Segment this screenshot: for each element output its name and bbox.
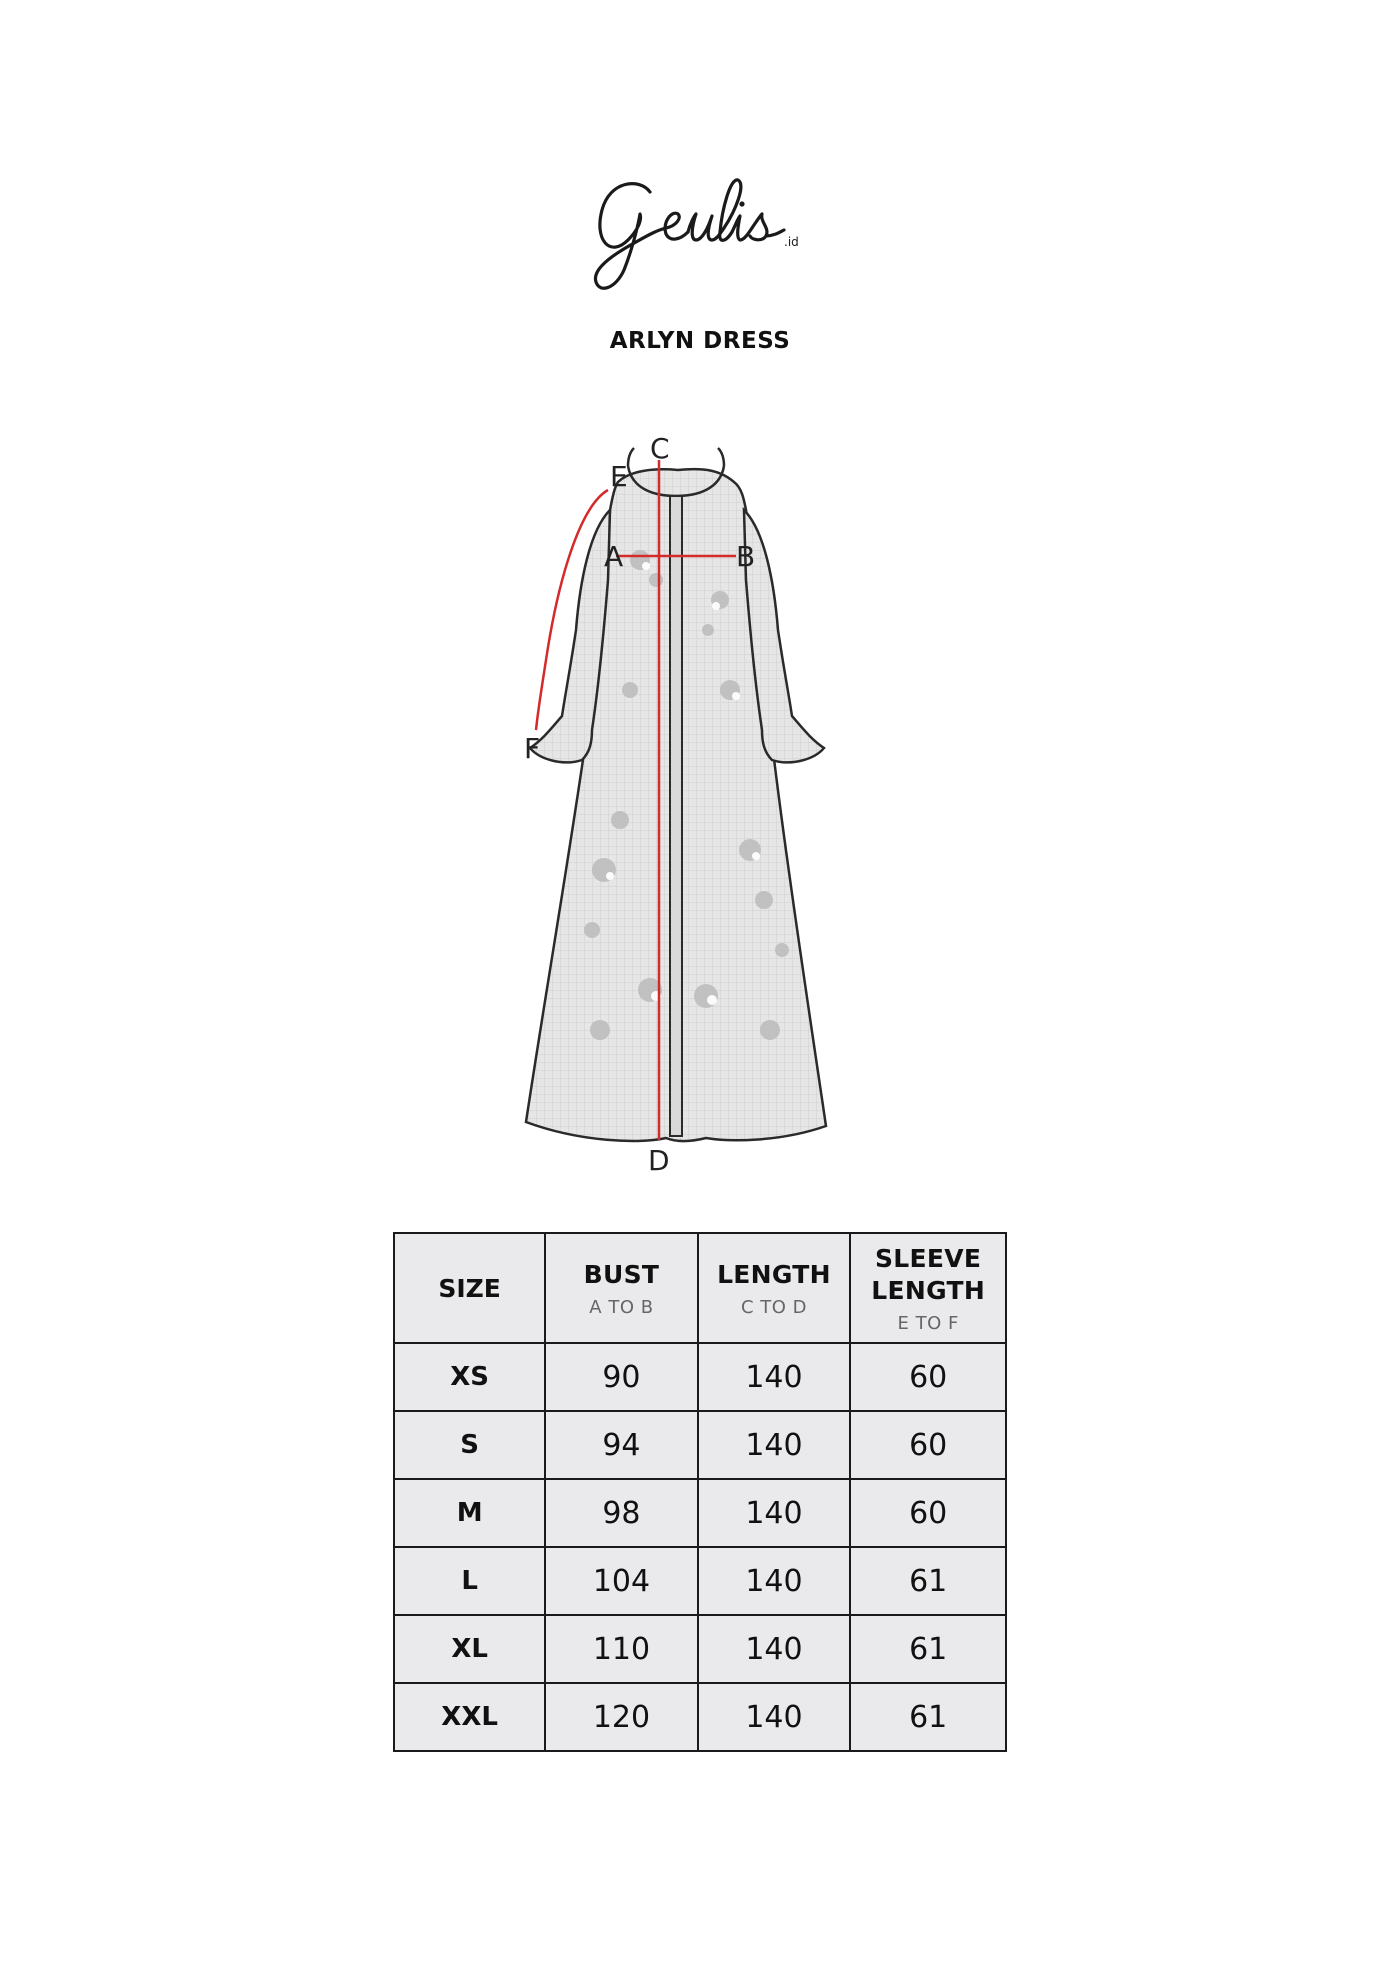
label-f: F	[524, 732, 541, 765]
length-cell: 140	[698, 1411, 851, 1479]
label-c: C	[650, 432, 670, 465]
table-row	[394, 1615, 1006, 1683]
table-row	[394, 1683, 1006, 1751]
sleeve-cell: 61	[850, 1547, 1006, 1615]
label-d: D	[648, 1144, 670, 1177]
bust-cell: 90	[545, 1343, 697, 1411]
header-length: LENGTH C TO D	[698, 1233, 851, 1343]
header-sleeve-length: SLEEVE LENGTH E TO F	[850, 1233, 1006, 1343]
bust-cell: 94	[545, 1411, 697, 1479]
brand-logo	[0, 170, 1400, 300]
size-cell: S	[394, 1411, 545, 1479]
bust-cell: 104	[545, 1547, 697, 1615]
sleeve-cell: 61	[850, 1683, 1006, 1751]
bust-cell: 120	[545, 1683, 697, 1751]
size-cell: XL	[394, 1615, 545, 1683]
size-cell: M	[394, 1479, 545, 1547]
front-placket	[670, 496, 682, 1136]
length-cell: 140	[698, 1343, 851, 1411]
sleeve-cell: 60	[850, 1479, 1006, 1547]
label-a: A	[604, 540, 624, 573]
sleeve-cell: 60	[850, 1411, 1006, 1479]
size-cell: L	[394, 1547, 545, 1615]
length-cell: 140	[698, 1615, 851, 1683]
table-header-row	[394, 1233, 1006, 1343]
size-cell: XXL	[394, 1683, 545, 1751]
header-bust: BUST A TO B	[545, 1233, 697, 1343]
size-table	[393, 1232, 1007, 1752]
table-row	[394, 1411, 1006, 1479]
bust-cell: 110	[545, 1615, 697, 1683]
dress-diagram	[480, 430, 900, 1200]
header-size: SIZE	[394, 1233, 545, 1343]
length-cell: 140	[698, 1547, 851, 1615]
label-e: E	[610, 460, 628, 493]
length-cell: 140	[698, 1683, 851, 1751]
bust-cell: 98	[545, 1479, 697, 1547]
table-row	[394, 1547, 1006, 1615]
product-title: ARLYN DRESS	[609, 328, 791, 354]
table-row	[394, 1479, 1006, 1547]
size-cell: XS	[394, 1343, 545, 1411]
table-row	[394, 1343, 1006, 1411]
length-cell: 140	[698, 1479, 851, 1547]
svg-text:.id: .id	[784, 235, 799, 249]
label-b: B	[736, 540, 756, 573]
sleeve-cell: 60	[850, 1343, 1006, 1411]
sleeve-cell: 61	[850, 1615, 1006, 1683]
